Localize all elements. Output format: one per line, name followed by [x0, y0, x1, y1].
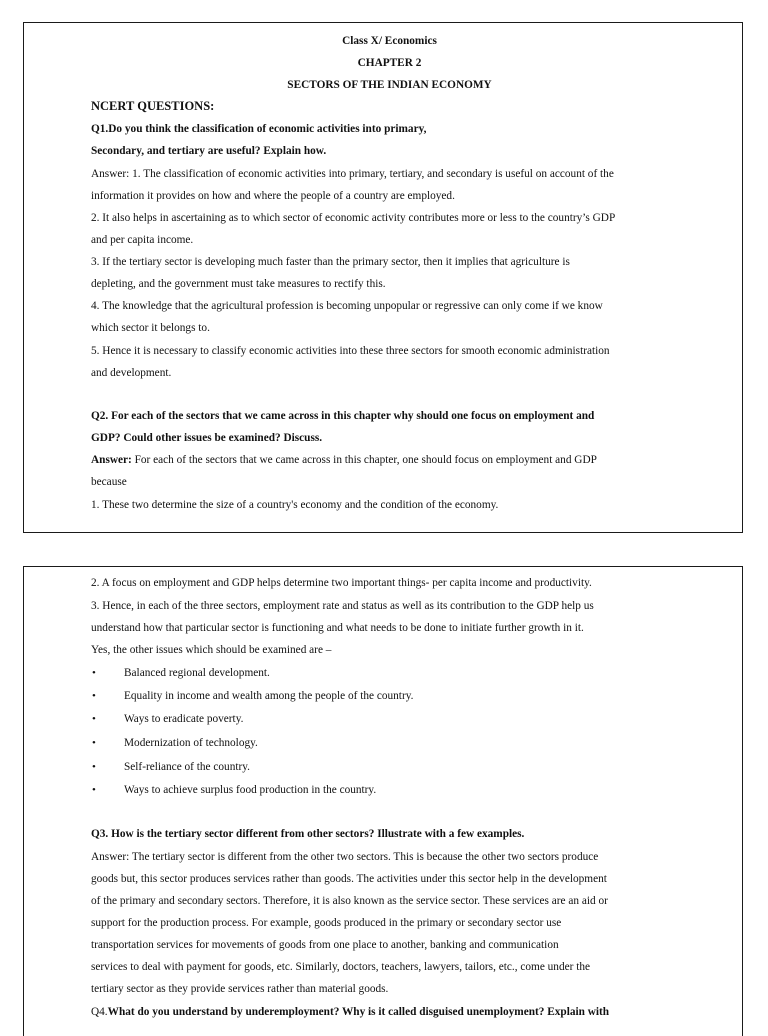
- q1-answer-line: and development.: [91, 367, 172, 379]
- q1-answer-line: and per capita income.: [91, 234, 194, 246]
- q3-answer-line: goods but, this sector produces services rather than goods. The activities under this sector help in the development: [91, 873, 607, 885]
- q1-answer-line: 5. Hence it is necessary to classify economic activities into these three sectors for smooth economic administration: [91, 345, 610, 357]
- document-page-2: [23, 566, 743, 1036]
- class-subject-line: Class X/ Economics: [342, 35, 437, 47]
- section-heading: NCERT QUESTIONS:: [91, 99, 215, 113]
- q3-answer-line: Answer: The tertiary sector is different from the other two sectors. This is because the other two sectors produce: [91, 851, 599, 863]
- q2-question-line-2: GDP? Could other issues be examined? Discuss.: [91, 432, 323, 444]
- q3-answer-line: of the primary and secondary sectors. Therefore, it is also known as the service sector. These services are an aid or: [91, 895, 608, 907]
- q1-answer-line: Answer: 1. The classification of economic activities into primary, tertiary, and secondary is useful on account of the: [91, 168, 614, 180]
- q1-answer-line: 4. The knowledge that the agricultural profession is becoming unpopular or regressive can only come if we know: [91, 300, 603, 312]
- q1-answer-line: depleting, and the government must take measures to rectify this.: [91, 278, 386, 290]
- q2-continued-line: understand how that particular sector is functioning and what needs to be done to initiate further growth in it.: [91, 622, 584, 634]
- bullet-icon: •: [92, 690, 96, 702]
- bullet-icon: •: [92, 761, 96, 773]
- q2-continued-line: 3. Hence, in each of the three sectors, employment rate and status as well as its contribution to the GDP help us: [91, 600, 594, 612]
- q1-answer-line: 3. If the tertiary sector is developing much faster than the primary sector, then it implies that agriculture is: [91, 256, 570, 268]
- q1-question-line-2: Secondary, and tertiary are useful? Explain how.: [91, 145, 327, 157]
- document-page-1: [23, 22, 743, 533]
- chapter-number: CHAPTER 2: [357, 57, 422, 69]
- q2-answer-line-3: 1. These two determine the size of a country's economy and the condition of the economy.: [91, 499, 499, 511]
- q1-answer-line: 2. It also helps in ascertaining as to which sector of economic activity contributes more or less to the country’s GDP: [91, 212, 616, 224]
- q1-answer-line: information it provides on how and where the people of a country are employed.: [91, 190, 455, 202]
- q2-question-line-1: Q2. For each of the sectors that we came across in this chapter why should one focus on employment and: [91, 410, 595, 422]
- q2-continued-line: 2. A focus on employment and GDP helps determine two important things- per capita income and productivity.: [91, 577, 592, 589]
- q2-continued-line: Yes, the other issues which should be examined are –: [91, 644, 332, 656]
- q4-question-line: [91, 1005, 688, 1019]
- chapter-title: SECTORS OF THE INDIAN ECONOMY: [287, 79, 492, 91]
- page-1-content: [91, 23, 688, 532]
- bullet-icon: •: [92, 737, 96, 749]
- q3-answer-line: services to deal with payment for goods, etc. Similarly, doctors, teachers, lawyers, tailors, etc., come under the: [91, 961, 590, 973]
- q3-answer-line: support for the production process. For example, goods produced in the primary or secondary sector use: [91, 917, 562, 929]
- q3-question: Q3. How is the tertiary sector different from other sectors? Illustrate with a few examples.: [91, 828, 525, 840]
- q2-answer-label: Answer:: [91, 454, 132, 466]
- q1-answer-line: which sector it belongs to.: [91, 322, 210, 334]
- q4-prefix: Q4.: [91, 1006, 108, 1018]
- q3-answer-line: transportation services for movements of goods from one place to another, banking and communication: [91, 939, 559, 951]
- page-2-content: 2. A focus on employment and GDP helps determine two important things- per capita income and productivity. 3. Hence, in each of the three sectors, employment rate and status as well as its contribution to the GDP help us understand how that particular sector is functioning and what needs to be done to initiate further growth in it. Yes, the other issues which should be examined are – • Balanced regional development. • Equality in income and wealth among the people of the country. • Ways to eradicate poverty. • Modernization of technology. • Self-reliance of the country. • Ways to achieve surplus food production in the country. Q3. How is the tertiary sector different from other sectors? Illustrate with a few examples. Answer: The tertiary sector is different from the other two sectors. This is because the other two sectors produce goods but, this sector produces services rather than goods. The activities under this sector help in the development of the primary and secondary sectors. Therefore, it is also known as the service sector. These services are an aid or support for the production process. For example, goods produced in the primary or secondary sector use transportation services for movements of goods from one place to another, banking and communication services to deal with payment for goods, etc. Similarly, doctors, teachers, lawyers, tailors, etc., come under the tertiary sector as they provide services rather than material goods. Q4.What do you understand by underemployment? Why is it called disguised unemployment? Explain with: [91, 567, 688, 1036]
- bullet-icon: •: [92, 713, 96, 725]
- q4-question: What do you understand by underemployment? Why is it called disguised unemployment? Explain with: [107, 1006, 610, 1018]
- q3-answer-line: tertiary sector as they provide services rather than material goods.: [91, 983, 389, 995]
- bullet-icon: •: [92, 667, 96, 679]
- q2-answer-line-1: [91, 453, 688, 467]
- q2-answer-text: For each of the sectors that we came across in this chapter, one should focus on employment and GDP: [131, 454, 597, 466]
- bullet-icon: •: [92, 784, 96, 796]
- q2-answer-line-2: because: [91, 476, 127, 488]
- q1-question-line-1: Q1.Do you think the classification of economic activities into primary,: [91, 123, 427, 135]
